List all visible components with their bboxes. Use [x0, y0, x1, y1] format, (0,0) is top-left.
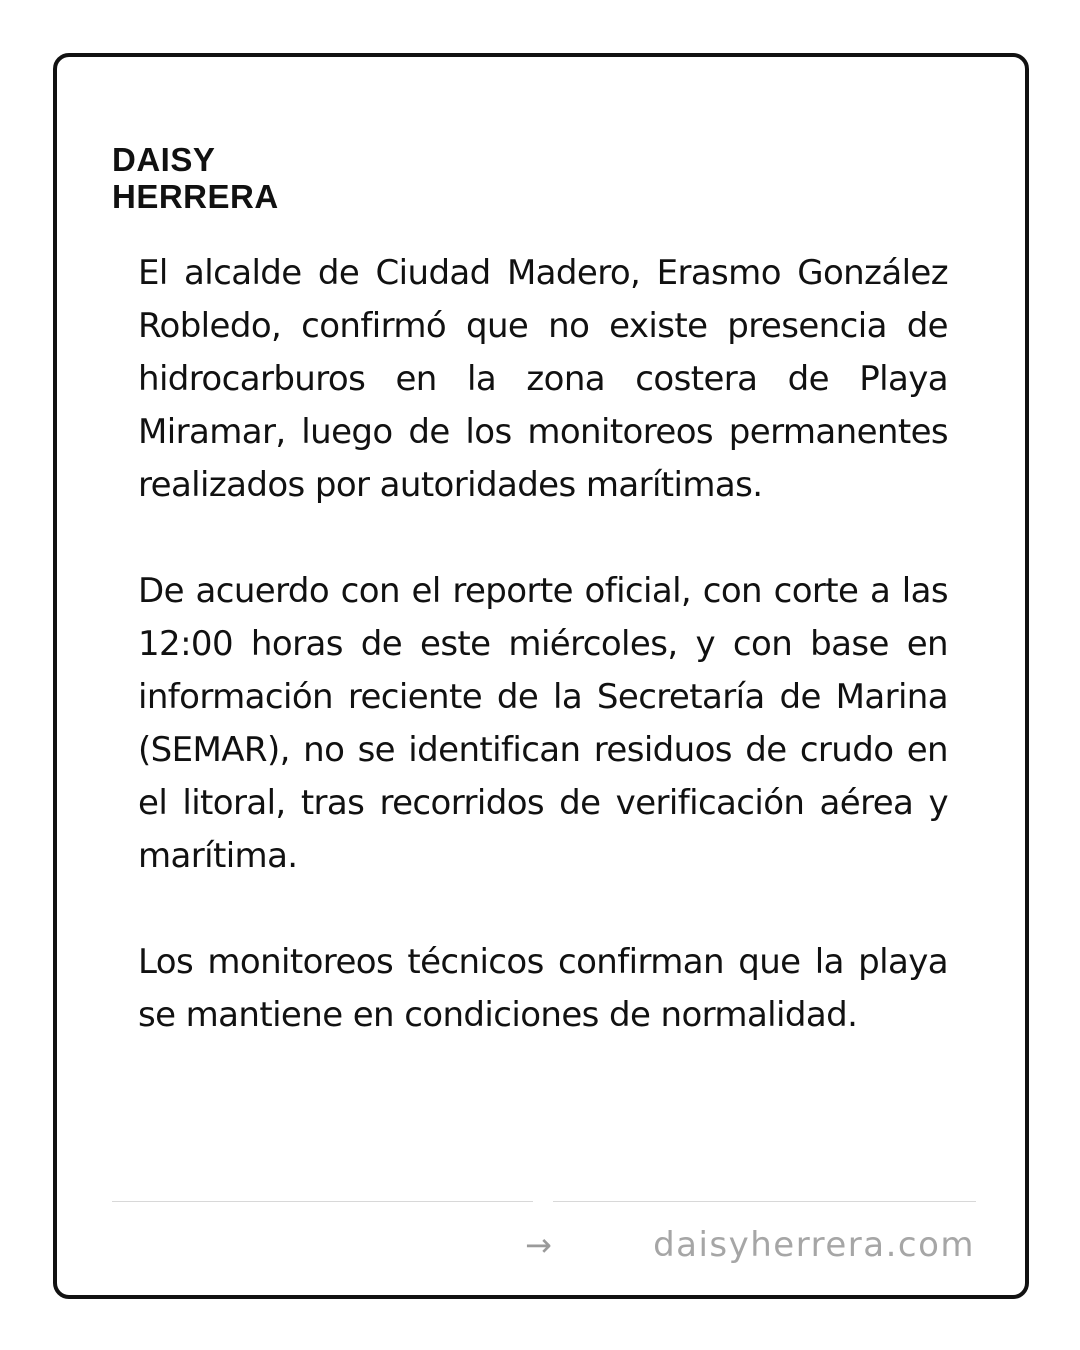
article-body [138, 247, 948, 1042]
brand-name-last: HERRERA [112, 178, 279, 215]
brand-name-first: DAISY [112, 141, 216, 178]
post-card [53, 53, 1029, 1299]
article-paragraph: El alcalde de Ciudad Madero, Erasmo González Robledo, confirmó que no existe presencia de hidrocarburos en la zona costera de Playa Miramar, luego de los monitoreos permanentes realizados por autoridades marítimas. [138, 253, 948, 505]
article-paragraph: De acuerdo con el reporte oficial, con corte a las 12:00 horas de este miércoles, y con base en información reciente de la Secretaría de Marina (SEMAR), no se identifican residuos de crudo en el litoral, tras recorridos de verificación aérea y marítima. [138, 571, 948, 876]
footer [57, 1223, 975, 1269]
article-paragraph: Los monitoreos técnicos confirman que la playa se mantiene en condiciones de normalidad. [138, 942, 948, 1035]
divider-mark [533, 1197, 553, 1203]
brand-logo [112, 143, 279, 213]
right-arrow-icon[interactable]: → [525, 1226, 552, 1264]
website-link[interactable]: daisyherrera.com [653, 1225, 975, 1265]
